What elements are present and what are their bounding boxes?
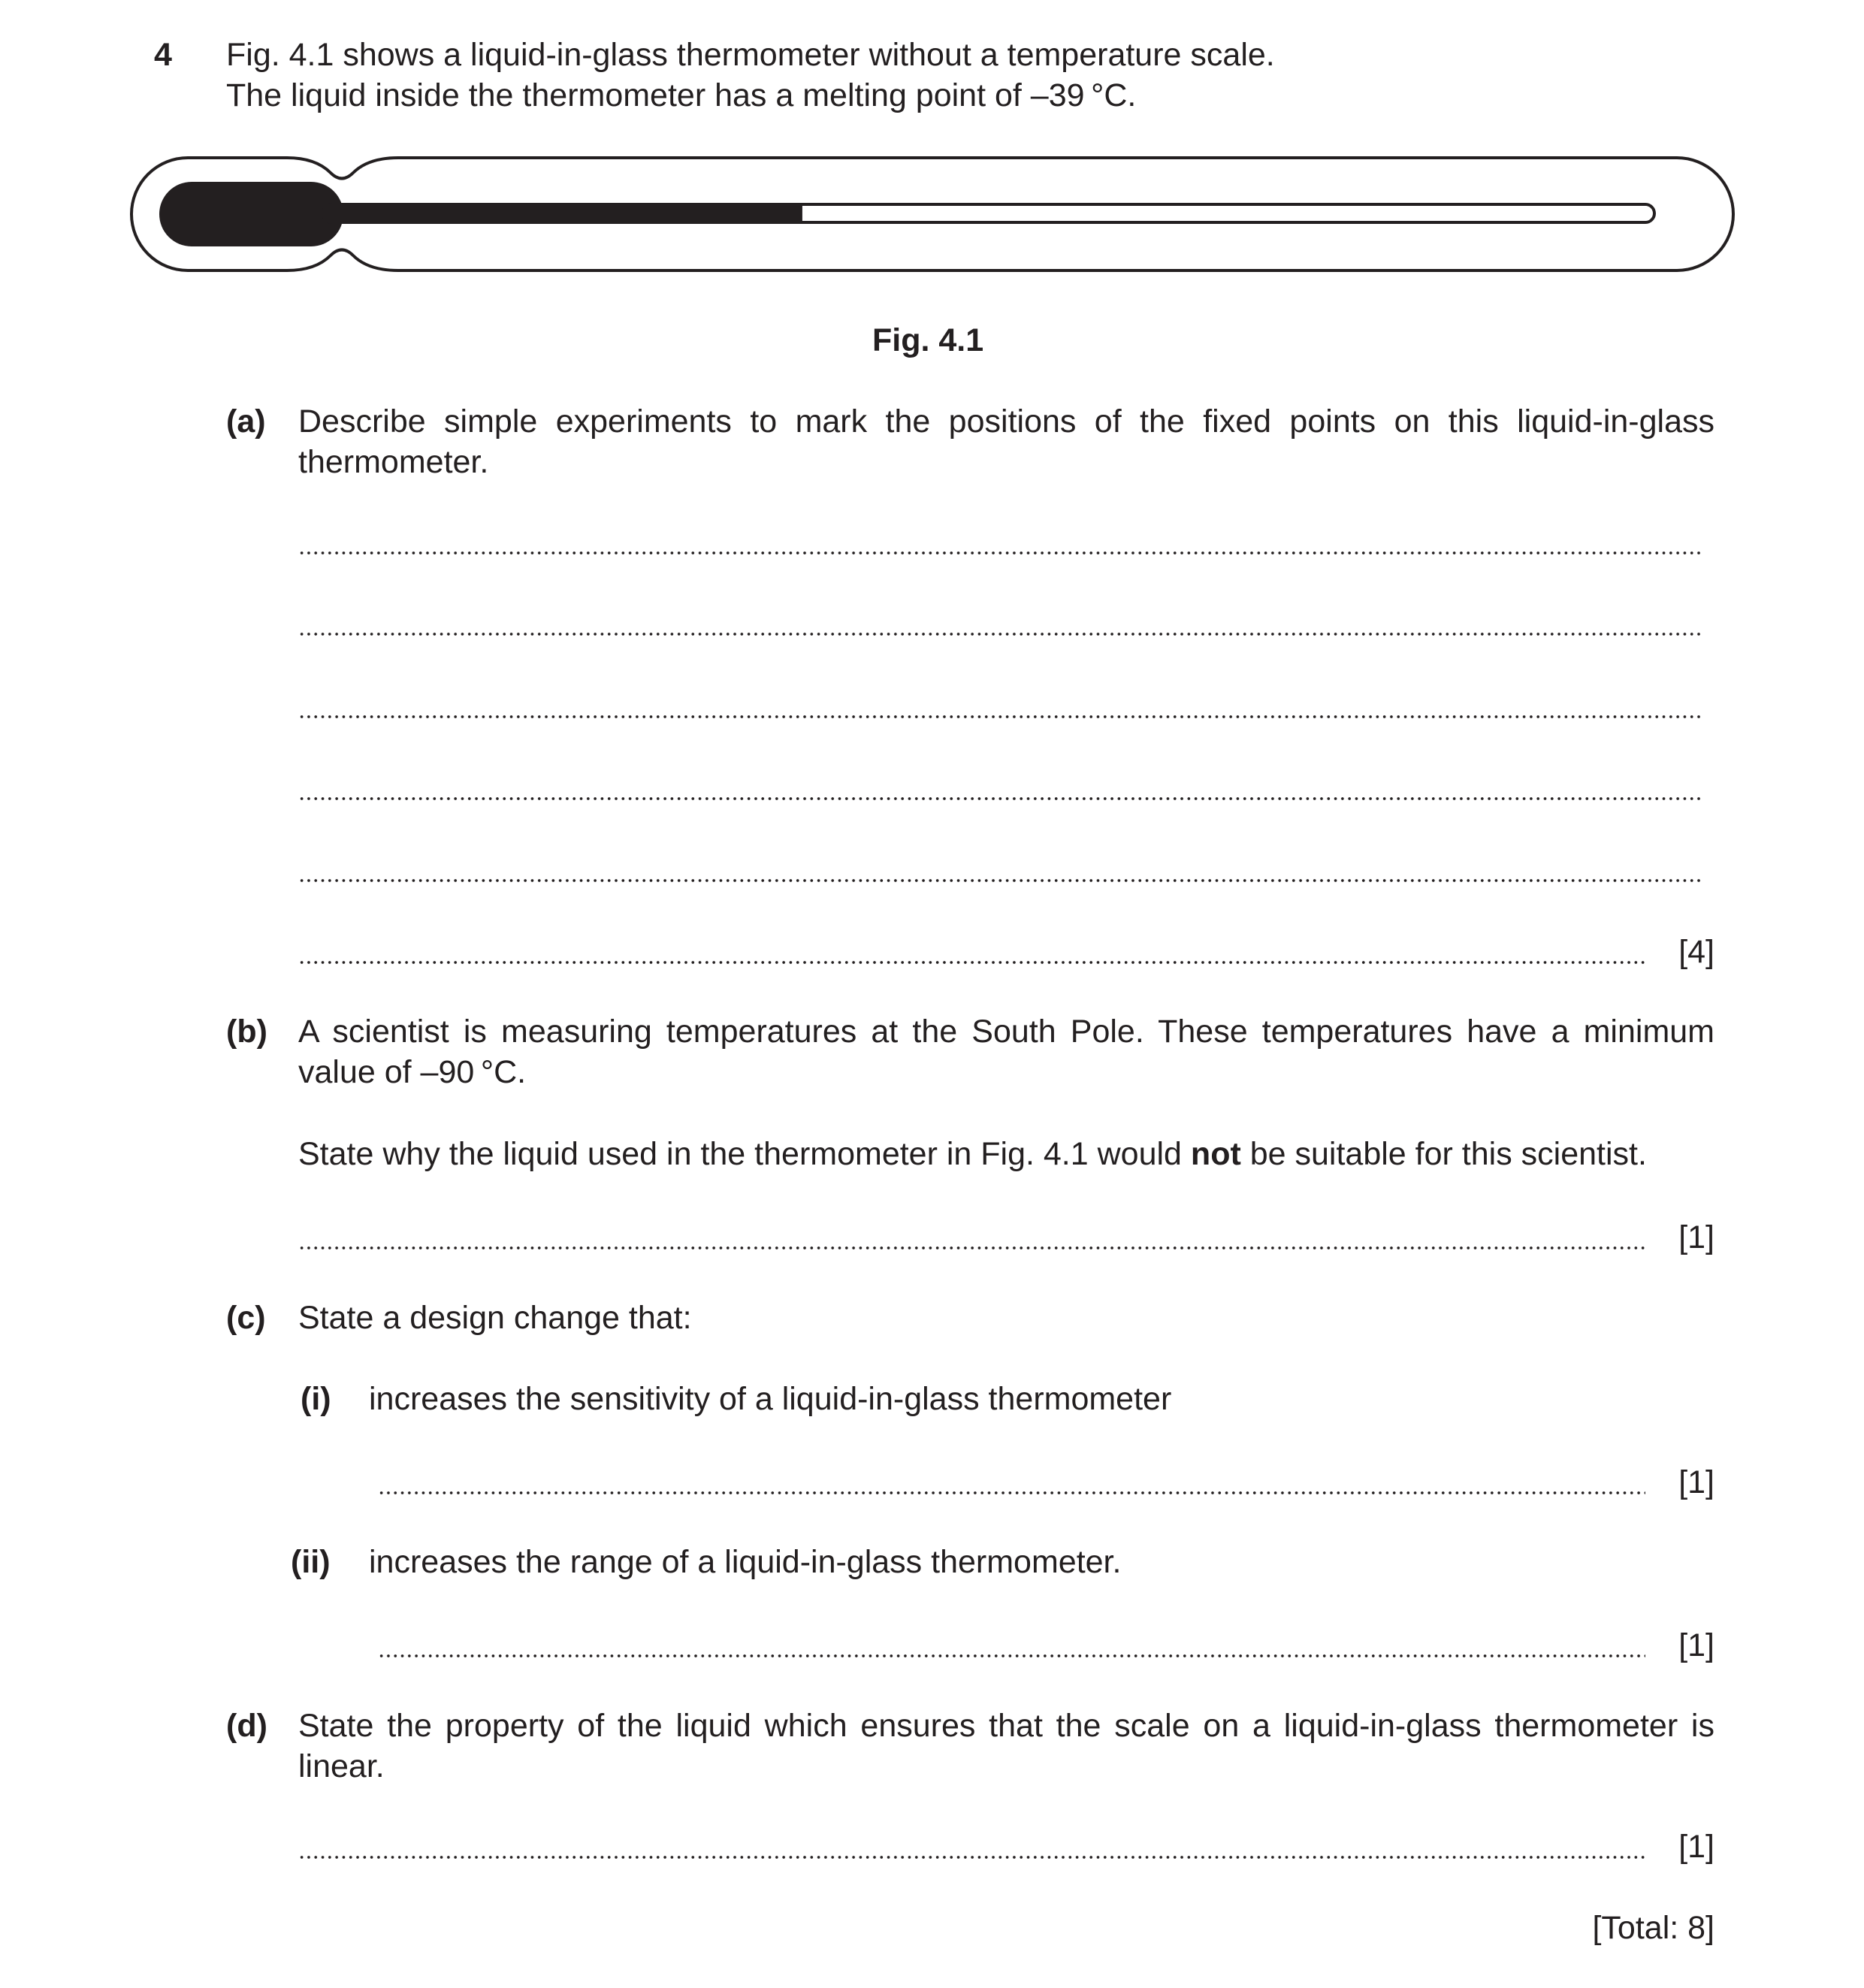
- part-d-question: State the property of the liquid which ensures that the scale on a liquid-in-glass thermometer is linear.: [298, 1708, 1714, 1784]
- part-c-ii-label: (ii): [291, 1544, 331, 1580]
- part-a-answer-line-2[interactable]: [298, 633, 1703, 636]
- thermometer-liquid-column: [323, 204, 802, 222]
- question-intro-line2: The liquid inside the thermometer has a melting point of –39 °C.: [226, 77, 1137, 113]
- part-c-ii-question: increases the range of a liquid-in-glass thermometer.: [369, 1544, 1122, 1580]
- part-c-ii-marks: [1]: [1678, 1627, 1714, 1663]
- part-c-i-label: (i): [301, 1381, 331, 1417]
- part-c-question: State a design change that:: [298, 1300, 692, 1336]
- part-d-label: (d): [226, 1708, 267, 1744]
- part-a-label: (a): [226, 403, 266, 440]
- figure-caption: Fig. 4.1: [872, 322, 984, 358]
- part-c-ii-answer-line[interactable]: [378, 1654, 1645, 1657]
- part-a-answer-line-1[interactable]: [298, 551, 1703, 554]
- part-a-question: Describe simple experiments to mark the positions of the fixed points on this liquid-in-glass thermometer.: [298, 403, 1714, 480]
- thermometer-bulb: [159, 182, 343, 246]
- part-b-instruction-end: be suitable for this scientist.: [1240, 1136, 1647, 1172]
- part-a-answer-line-4[interactable]: [298, 797, 1703, 800]
- part-b-instruction-emphasis: not: [1190, 1136, 1241, 1172]
- part-b-answer-line[interactable]: [298, 1246, 1645, 1249]
- question-total: [Total: 8]: [1592, 1910, 1714, 1946]
- part-a-answer-line-6[interactable]: [298, 961, 1645, 964]
- part-a-marks: [4]: [1678, 934, 1714, 970]
- part-d-marks: [1]: [1678, 1829, 1714, 1865]
- part-c-i-answer-line[interactable]: [378, 1491, 1645, 1494]
- part-b-instruction-start: State why the liquid used in the thermometer in Fig. 4.1 would: [298, 1136, 1191, 1172]
- part-c-label: (c): [226, 1300, 266, 1336]
- question-number: 4: [154, 37, 172, 73]
- thermometer-figure: [0, 143, 1864, 338]
- part-d-answer-line[interactable]: [298, 1856, 1645, 1859]
- part-b-instruction: [298, 1134, 1647, 1174]
- part-b-marks: [1]: [1678, 1219, 1714, 1255]
- part-c-i-marks: [1]: [1678, 1464, 1714, 1500]
- part-b-question: A scientist is measuring temperatures at the South Pole. These temperatures have a minimum value of –90 °C.: [298, 1014, 1714, 1090]
- part-a-answer-line-3[interactable]: [298, 715, 1703, 718]
- part-c-i-question: increases the sensitivity of a liquid-in-glass thermometer: [369, 1381, 1172, 1417]
- part-a-answer-line-5[interactable]: [298, 879, 1703, 882]
- part-b-label: (b): [226, 1014, 267, 1050]
- question-intro-line1: Fig. 4.1 shows a liquid-in-glass thermometer without a temperature scale.: [226, 37, 1275, 73]
